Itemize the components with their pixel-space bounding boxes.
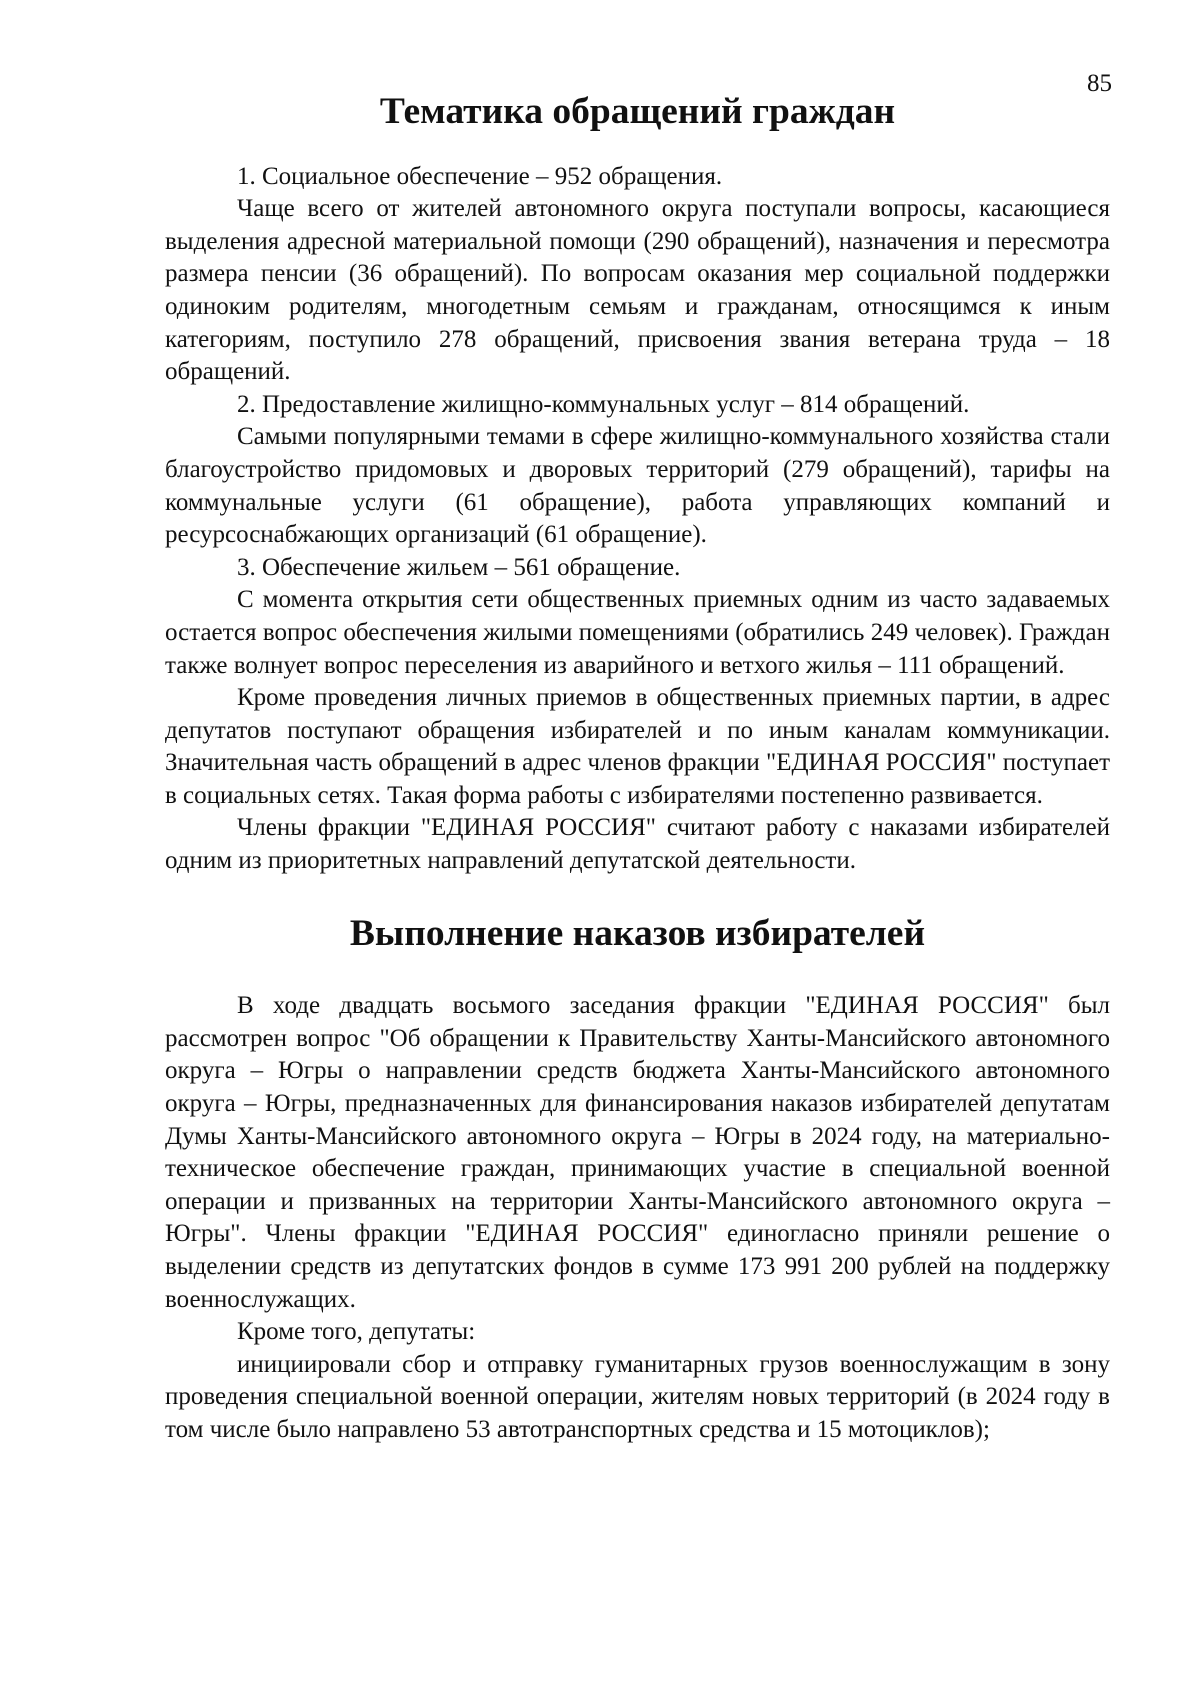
section-title-appeals-topics: Тематика обращений граждан	[379, 91, 896, 132]
paragraph: 1. Социальное обеспечение – 952 обращения.	[237, 162, 723, 190]
paragraph: Чаще всего от жителей автономного округа поступали вопросы, касающиеся выделения адресной материальной помощи (290 обращений), назначения и пересмотра размера пенсии (36 обращений). По вопросам оказания мер социальной поддержки одиноким родителям, многодетным семьям и гражданам, относящимся к иным категориям, поступило 278 обращений, присвоения звания ветерана труда – 18 обращений.	[165, 195, 1110, 386]
paragraph: 3. Обеспечение жильем – 561 обращение.	[237, 553, 681, 581]
paragraph: Кроме того, депутаты:	[237, 1318, 476, 1346]
section-title-voter-mandates: Выполнение наказов избирателей	[349, 912, 926, 954]
paragraph: В ходе двадцать восьмого заседания фракции "ЕДИНАЯ РОССИЯ" был рассмотрен вопрос "Об обращении к Правительству Ханты-Мансийского автономного округа – Югры о направлении средств бюджета Ханты-Мансийского автономного округа – Югры, предназначенных для финансирования наказов избирателей депутатам Думы Ханты-Мансийского автономного округа – Югры в 2024 году, на материально-техническое обеспечение граждан, принимающих участие в специальной военной операции и призванных на территории Ханты-Мансийского автономного округа – Югры". Члены фракции "ЕДИНАЯ РОССИЯ" единогласно приняли решение о выделении средств из депутатских фондов в сумме 173 991 200 рублей на поддержку военнослужащих.	[165, 992, 1110, 1313]
paragraph: Кроме проведения личных приемов в общественных приемных партии, в адрес депутатов поступают обращения избирателей и по иным каналам коммуникации. Значительная часть обращений в адрес членов фракции "ЕДИНАЯ РОССИЯ" поступает в социальных сетях. Такая форма работы с избирателями постепенно развивается.	[165, 684, 1110, 809]
paragraph: Члены фракции "ЕДИНАЯ РОССИЯ" считают работу с наказами избирателей одним из приоритетных направлений депутатской деятельности.	[165, 814, 1110, 875]
paragraph: Самыми популярными темами в сфере жилищно-коммунального хозяйства стали благоустройство придомовых и дворовых территорий (279 обращений), тарифы на коммунальные услуги (61 обращение), работа управляющих компаний и ресурсоснабжающих организаций (61 обращение).	[165, 423, 1110, 549]
paragraph: инициировали сбор и отправку гуманитарных грузов военнослужащим в зону проведения специальной военной операции, жителям новых территорий (в 2024 году в том числе было направлено 53 автотранспортных средства и 15 мотоциклов);	[165, 1350, 1110, 1443]
paragraph: 2. Предоставление жилищно-коммунальных услуг – 814 обращений.	[237, 390, 970, 418]
paragraph: С момента открытия сети общественных приемных одним из часто задаваемых остается вопрос обеспечения жилыми помещениями (обратились 249 человек). Граждан также волнует вопрос переселения из аварийного и ветхого жилья – 111 обращений.	[165, 586, 1110, 679]
page-number: 85	[1087, 70, 1112, 97]
page-content	[165, 91, 1110, 1447]
